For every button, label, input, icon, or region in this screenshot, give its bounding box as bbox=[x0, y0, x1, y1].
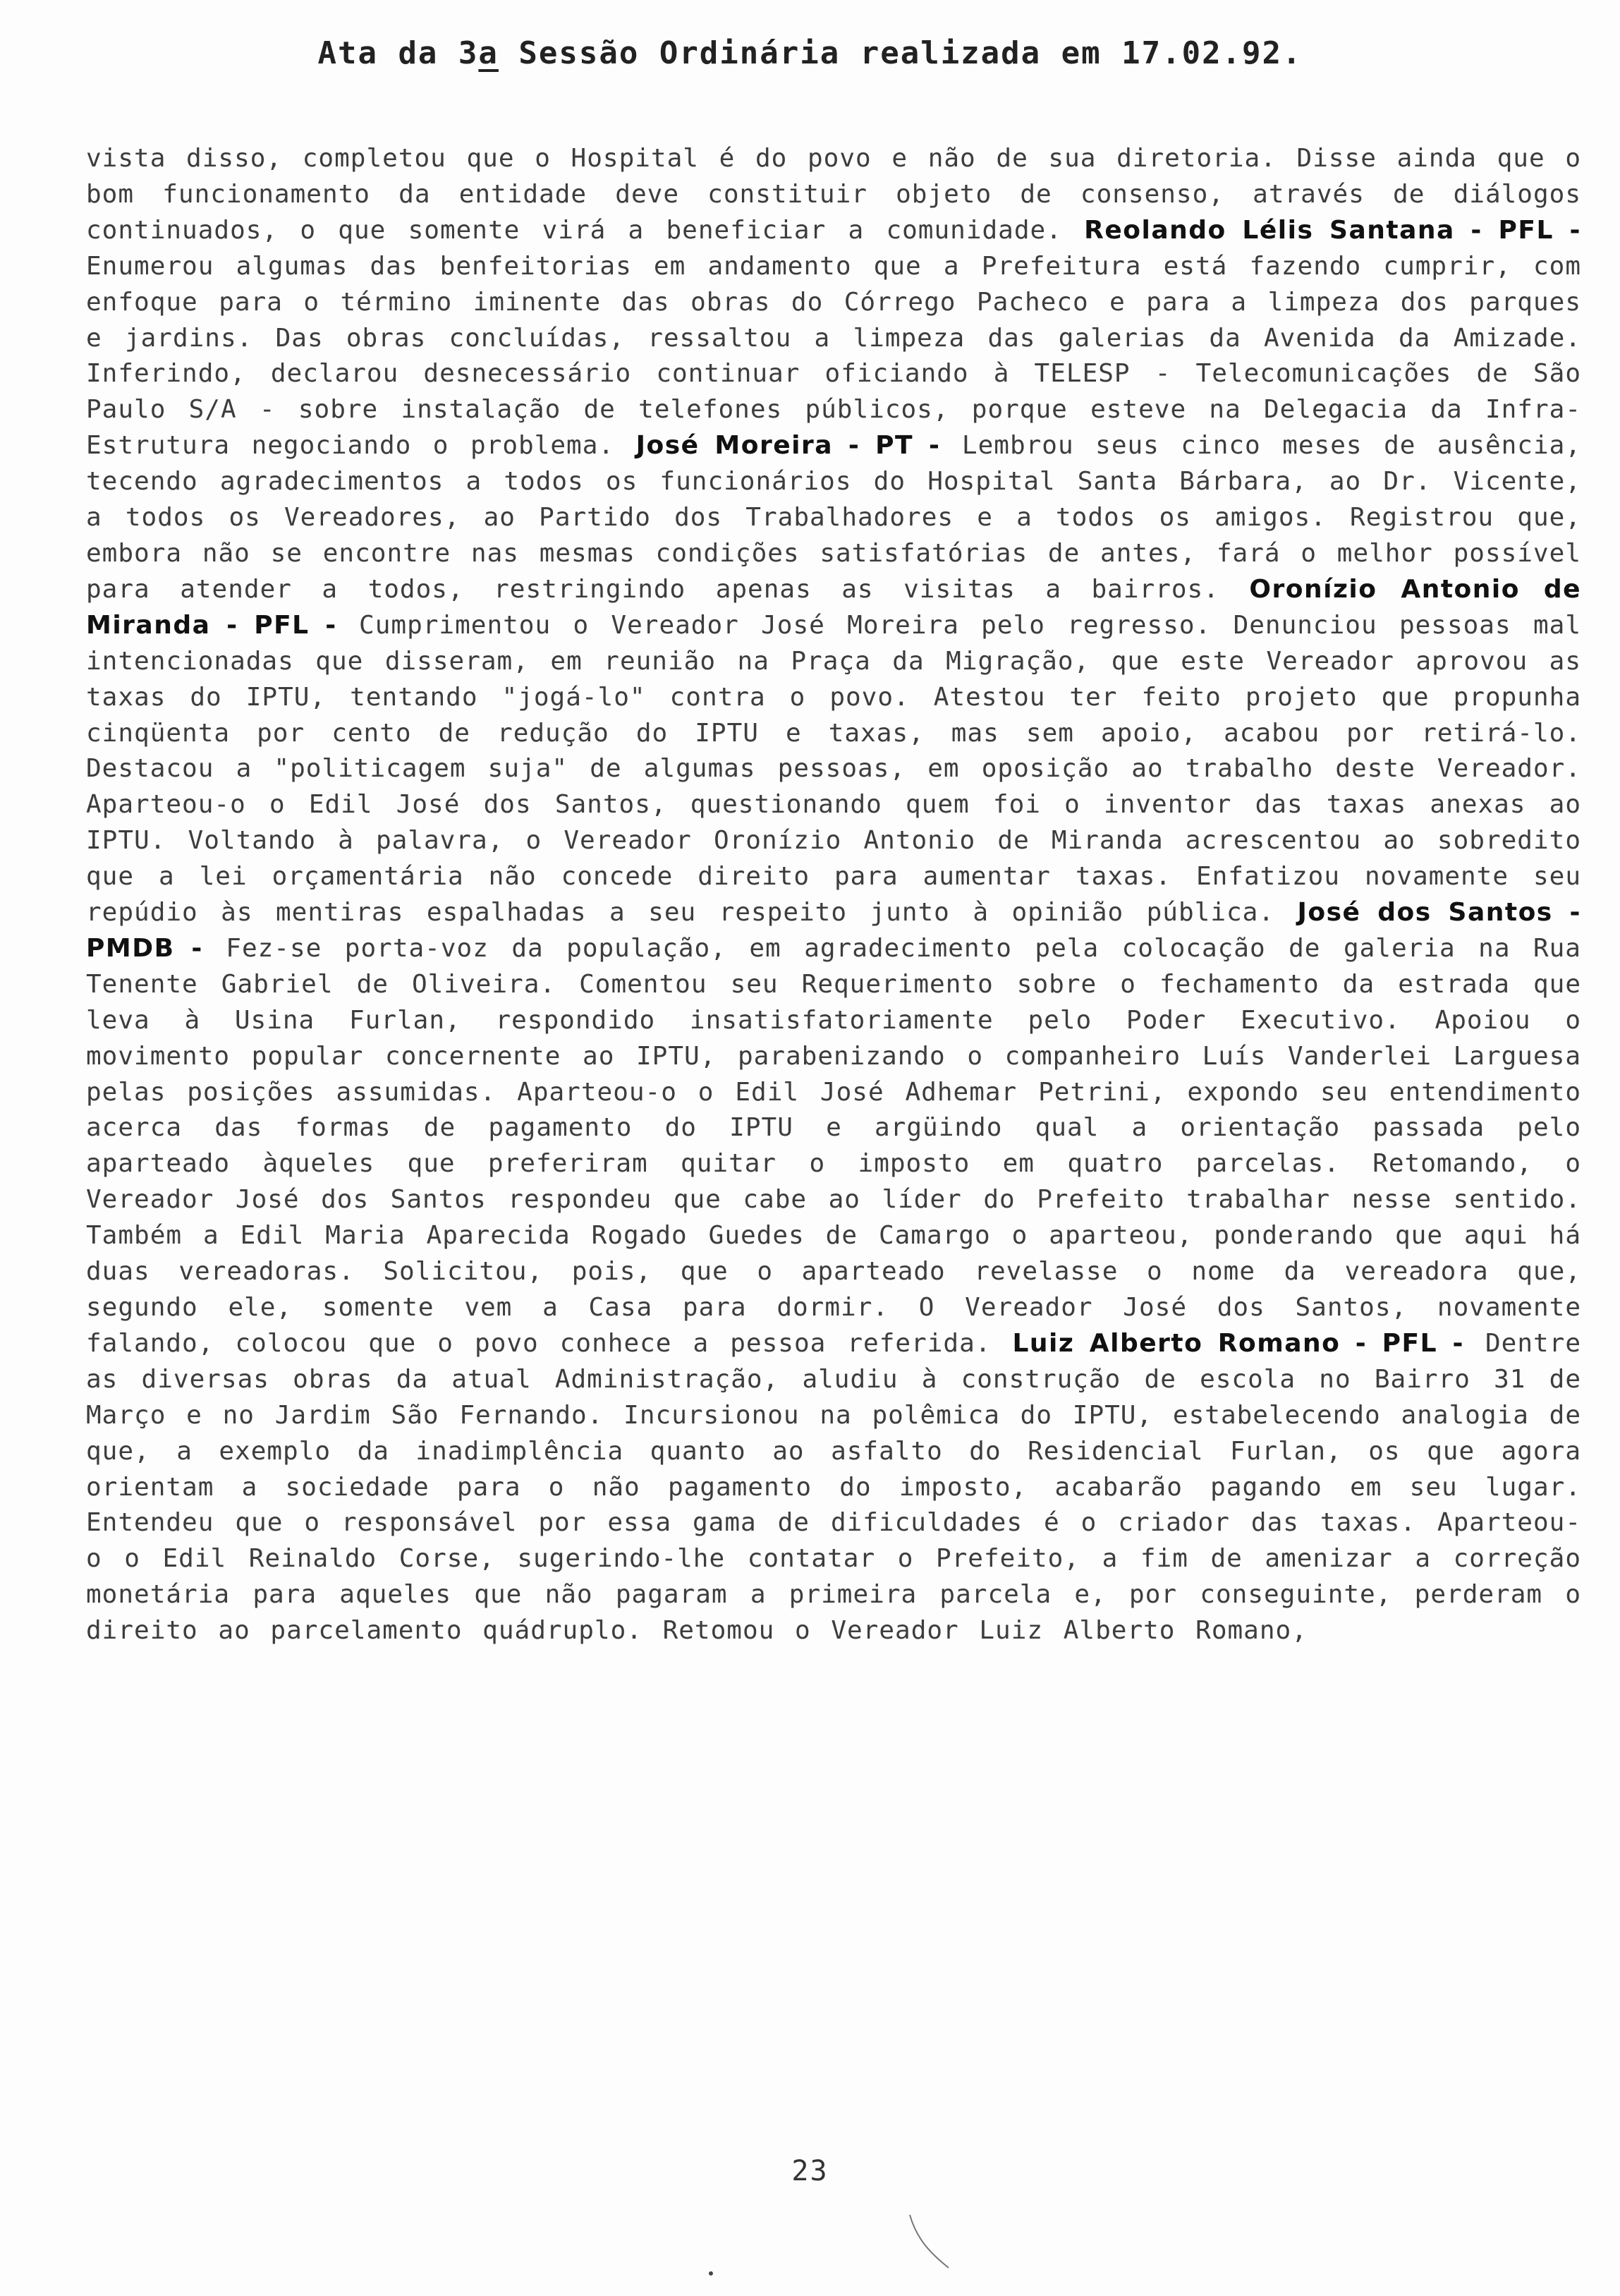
header-prefix: Ata da 3 bbox=[317, 35, 479, 71]
speaker-heading: José Moreira - PT - bbox=[635, 431, 941, 461]
paragraph-text: Lembrou seus cinco meses de ausência, tecendo agradecimentos a todos os funcionários do Hospital Santa Bárbara, ao Dr. Vicente, a todos os Vereadores, ao Partido dos Trabalhadores e a todos os amigos. Registrou que, embora não se encontre nas mesmas condições satisfatórias de antes, fará o melhor possível para atender a todos, restringindo apenas as visitas a bairros. bbox=[86, 431, 1581, 604]
paragraph-text: Fez-se porta-voz da população, em agradecimento pela colocação de galeria na Rua Tenente Gabriel de Oliveira. Comentou seu Requerimento sobre o fechamento da estrada que leva à Usina Furlan, respondido insatisfatoriamente pelo Poder Executivo. Apoiou o movimento popular concernente ao IPTU, parabenizando o companheiro Luís Vanderlei Larguesa pelas posições assumidas. Aparteou-o o Edil José Adhemar Petrini, expondo seu entendimento acerca das formas de pagamento do IPTU e argüindo qual a orientação passada pelo aparteado àqueles que preferiram quitar o imposto em quatro parcelas. Retomando, o Vereador José dos Santos respondeu que cabe ao líder do Prefeito trabalhar nesse sentido. Também a Edil Maria Aparecida Rogado Guedes de Camargo o aparteou, ponderando que aqui há duas vereadoras. Solicitou, pois, que o aparteado revelasse o nome da vereadora que, segundo ele, somente vem a Casa para dormir. O Vereador José dos Santos, novamente falando, colocou que o povo conhece a pessoa referida. bbox=[86, 933, 1581, 1358]
paragraph-text: vista disso, completou que o Hospital é do povo e não de sua diretoria. Disse ainda que o bom funcionamento da entidade deve constituir objeto de consenso, através de diálogos continuados, o que somente virá a beneficiar a comunidade. bbox=[86, 144, 1581, 245]
header-ordinal: a bbox=[478, 35, 499, 71]
speaker-heading: Oronízio Antonio de Miranda - PFL - bbox=[86, 574, 1582, 640]
paragraph-text: Cumprimentou o Vereador José Moreira pelo regresso. Denunciou pessoas mal intencionadas que disseram, em reunião na Praça da Migração, que este Vereador aprovou as taxas do IPTU, tentando "jogá-lo" contra o povo. Atestou ter feito projeto que propunha cinqüenta por cento de redução do IPTU e taxas, mas sem apoio, acabou por retirá-lo. Destacou a "politicagem suja" de algumas pessoas, em oposição ao trabalho deste Vereador. Aparteou-o o Edil José dos Santos, questionando quem foi o inventor das taxas anexas ao IPTU. Voltando à palavra, o Vereador Oronízio Antonio de Miranda acrescentou ao sobredito que a lei orçamentária não concede direito para aumentar taxas. Enfatizou novamente seu repúdio às mentiras espalhadas a seu respeito junto à opinião pública. bbox=[86, 610, 1581, 928]
speaker-heading: Reolando Lélis Santana - PFL - bbox=[1084, 215, 1581, 245]
scan-dot bbox=[709, 2271, 713, 2276]
header-suffix: Sessão Ordinária realizada em 17.02.92. bbox=[498, 35, 1303, 71]
paragraph-text: Dentre as diversas obras da atual Administração, aludiu à construção de escola no Bairro 31 de Março e no Jardim São Fernando. Incursionou na polêmica do IPTU, estabelecendo analogia de que, a exemplo da inadimplência quanto ao asfalto do Residencial Furlan, os que agora orientam a sociedade para o não pagamento do imposto, acabarão pagando em seu lugar. Entendeu que o responsável por essa gama de dificuldades é o criador das taxas. Aparteou-o o Edil Reinaldo Corse, sugerindo-lhe contatar o Prefeito, a fim de amenizar a correção monetária para aqueles que não pagaram a primeira parcela e, por conseguinte, perderam o direito ao parcelamento quádruplo. Retomou o Vereador Luiz Alberto Romano, bbox=[86, 1328, 1582, 1646]
paragraph-text: Enumerou algumas das benfeitorias em andamento que a Prefeitura está fazendo cumprir, com enfoque para o término iminente das obras do Córrego Pacheco e para a limpeza dos parques e jardins. Das obras concluídas, ressaltou a limpeza das galerias da Avenida da Amizade. Inferindo, declarou desnecessário continuar oficiando à TELESP - Telecomunicações de São Paulo S/A - sobre instalação de telefones públicos, porque esteve na Delegacia da Infra-Estrutura negociando o problema. bbox=[86, 251, 1581, 461]
page-number: 23 bbox=[791, 2155, 829, 2187]
speaker-heading: Luiz Alberto Romano - PFL - bbox=[1012, 1328, 1464, 1358]
speaker-heading: José dos Santos - PMDB - bbox=[86, 898, 1581, 963]
